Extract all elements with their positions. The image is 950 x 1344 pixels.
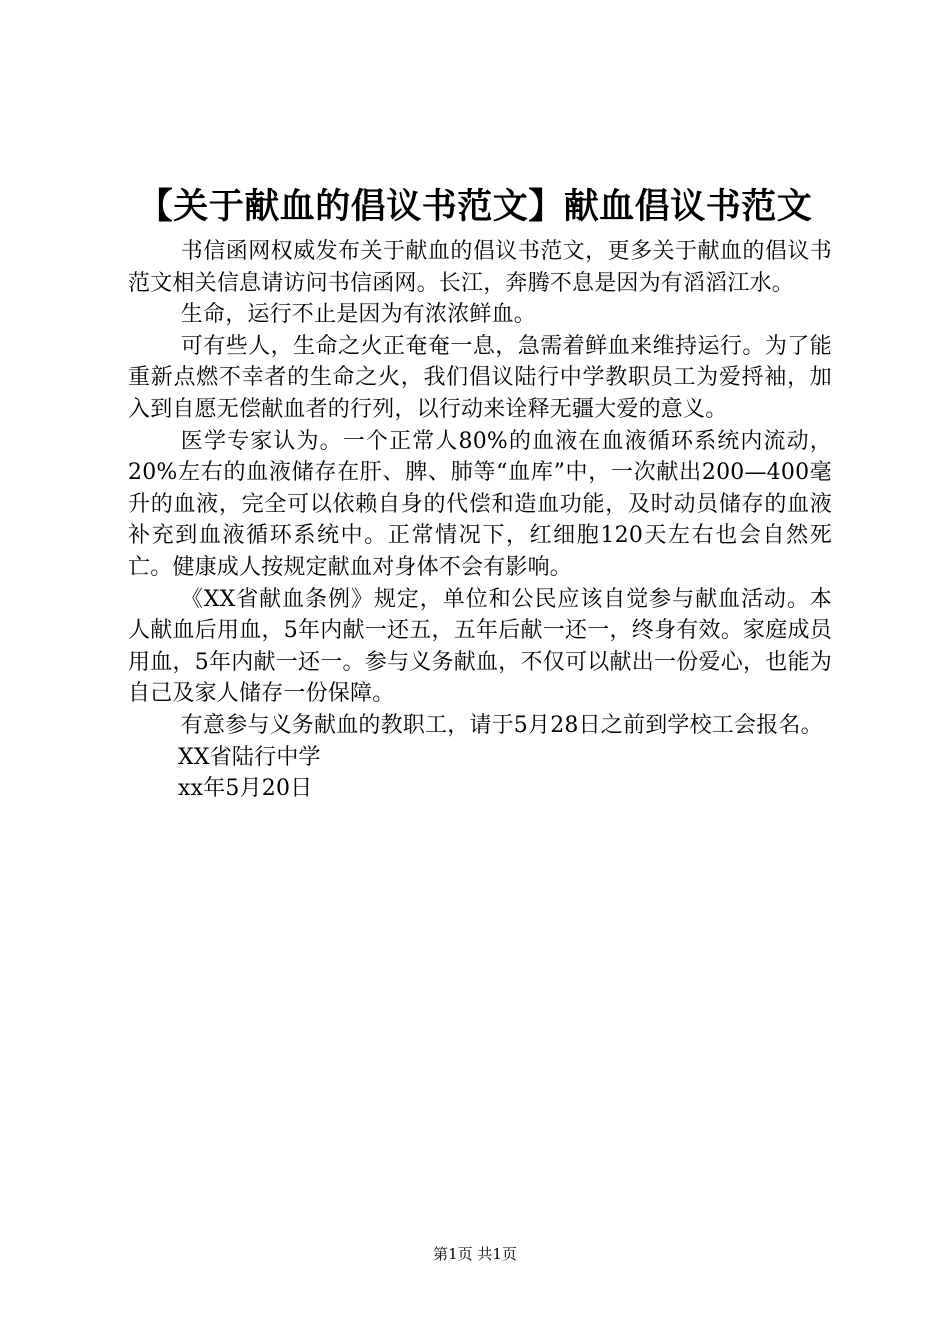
paragraph: 生命，运行不止是因为有浓浓鲜血。 xyxy=(180,302,536,328)
signature-date: xx年5月20日 xyxy=(178,776,313,802)
paragraph: 可有些人，生命之火正奄奄一息，急需着鲜血来维持运行。为了能重新点燃不幸者的生命之火，我们倡议陆行中学教职员工为爱捋袖，加入到自愿无偿献血者的行列，以行动来诠释无疆大爱的意义。 xyxy=(128,333,832,422)
paragraph: 《XX省献血条例》规定，单位和公民应该自觉参与献血活动。本人献血后用血，5年内献一还五，五年后献一还一，终身有效。家庭成员用血，5年内献一还一。参与义务献血，不仅可以献出一份爱心，也能为自己及家人储存一份保障。 xyxy=(128,586,832,707)
signature-organization: XX省陆行中学 xyxy=(178,744,321,770)
page-number-footer: 第1页 共1页 xyxy=(433,1245,517,1263)
document-title: 【关于献血的倡议书范文】献血倡议书范文 xyxy=(137,187,813,227)
paragraph: 医学专家认为。一个正常人80%的血液在血液循环系统内流动，20%左右的血液储存在肝、脾、肺等“血库”中，一次献出200—400毫升的血液，完全可以依赖自身的代偿和造血功能，及时动员储存的血液补充到血液循环系统中。正常情况下，红细胞120天左右也会自然死亡。健康成人按规定献血对身体不会有影响。 xyxy=(128,428,832,580)
paragraph: 有意参与义务献血的教职工，请于5月28日之前到学校工会报名。 xyxy=(180,712,823,738)
paragraph: 书信函网权威发布关于献血的倡议书范文，更多关于献血的倡议书范文相关信息请访问书信函网。长江，奔腾不息是因为有滔滔江水。 xyxy=(128,239,832,296)
document-body xyxy=(128,236,832,805)
